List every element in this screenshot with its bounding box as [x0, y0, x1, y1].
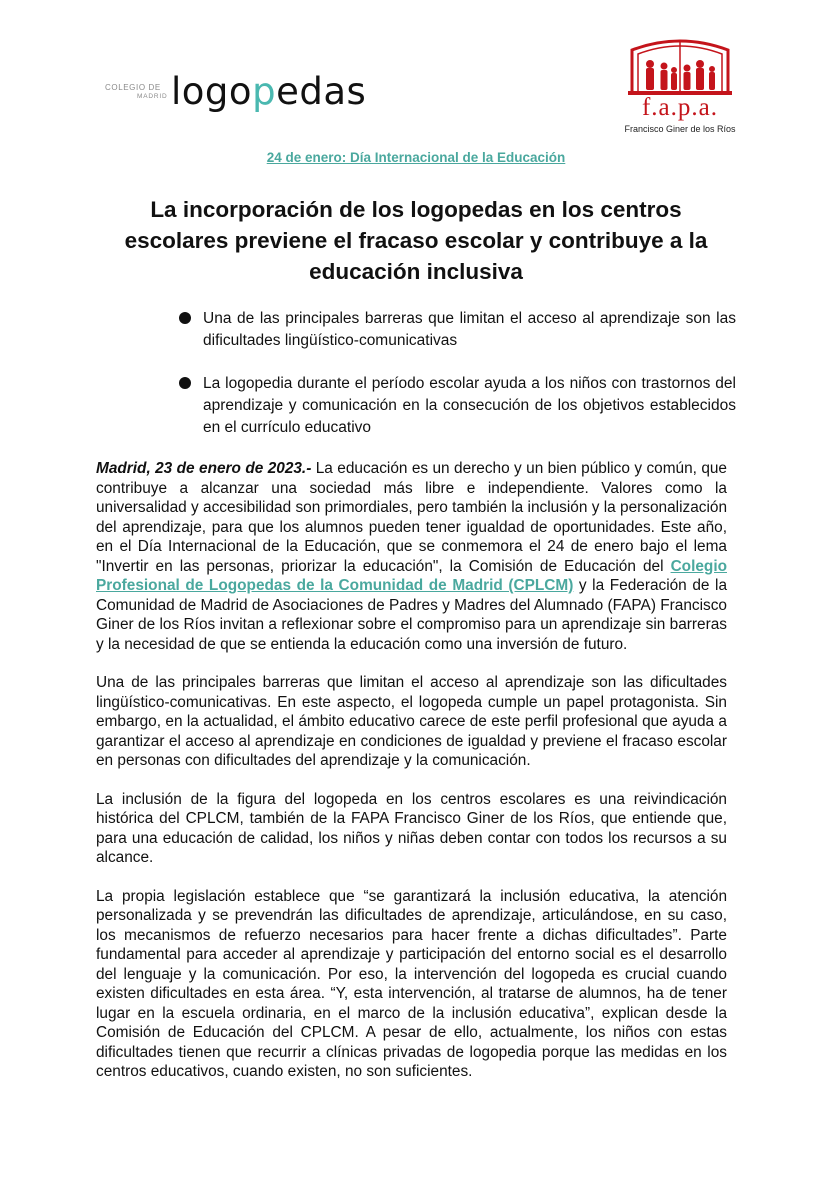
- body-paragraph-2: Una de las principales barreras que limitan el acceso al aprendizaje son las dificultades lingüístico-comunicativas. En este aspecto, el logopeda cumple un papel protagonista. Sin embargo, en la actualidad, el ámbito educativo carece de este perfil profesional que ayuda a garantizar el acceso al aprendizaje en condiciones de igualdad y previene el fracaso escolar en personas con dificultades del aprendizaje y la comunicación.: [96, 674, 727, 769]
- highlights-list: [176, 308, 736, 460]
- cplcm-logo: [105, 70, 367, 118]
- body-paragraph-1: [96, 459, 727, 654]
- bullet-dot-icon: [179, 312, 191, 324]
- dateline: Madrid, 23 de enero de 2023.-: [96, 460, 312, 477]
- occasion-text: 24 de enero: Día Internacional de la Educación: [266, 150, 566, 165]
- p1-text-before-link: La educación es un derecho y un bien público y común, que contribuye a alcanzar una sociedad más libre e independiente. Valores como la universalidad y accesibilidad son primordiales, pero también la inclusión y la personalización del aprendizaje, para que los alumnos pueden tener igualdad de oportunidades. Este año, en el Día Internacional de la Educación, que se conmemora el 24 de enero bajo el lema "Invertir en las personas, priorizar la educación", la Comisión de Educación del: [96, 460, 727, 575]
- logo-colegio-label: COLEGIO DE: [105, 83, 161, 92]
- cplcm-link[interactable]: Colegio Profesional de Logopedas de la Comunidad de Madrid (CPLCM): [96, 557, 727, 594]
- logo-madrid-label: MADRID: [137, 93, 168, 100]
- highlight-item: [176, 373, 736, 439]
- fapa-subtitle: Francisco Giner de los Ríos: [624, 124, 736, 134]
- logo-wordmark: logopedas: [171, 70, 367, 113]
- highlight-item: [176, 308, 736, 352]
- fapa-name: f.a.p.a.: [641, 94, 719, 121]
- press-release-headline: La incorporación de los logopedas en los centros escolares previene el fracaso escolar y contribuye a la educación inclusiva: [124, 197, 708, 284]
- highlight-text: Una de las principales barreras que limitan el acceso al aprendizaje son las dificultades lingüístico-comunicativas: [203, 310, 736, 349]
- fapa-emblem-icon: [612, 36, 748, 96]
- p1-text-after-link: y la Federación de la Comunidad de Madrid de Asociaciones de Padres y Madres del Alumnado (FAPA) Francisco Giner de los Ríos invitan a reflexionar sobre el compromiso para un aprendizaje sin barreras y la necesidad de que se entienda la educación como una inversión de futuro.: [96, 577, 727, 653]
- body-paragraph-4: La propia legislación establece que “se garantizará la inclusión educativa, la atención personalizada y se prevendrán las dificultades de aprendizaje, articulándose, en su caso, los mecanismos de refuerzo necesarios para hacer frente a dichas dificultades”. Parte fundamental para acceder al aprendizaje y participación del entorno social es el desarrollo del lenguaje y la comunicación. Por eso, la intervención del logopeda es crucial cuando existen dificultades en esta área. “Y, esta intervención, al tratarse de alumnos, ha de tener lugar en la escuela ordinaria, en el marco de la inclusión educativa”, explican desde la Comisión de Educación del CPLCM. A pesar de ello, actualmente, los niños con estas dificultades tienen que recurrir a clínicas privadas de logopedia porque las medidas en los centros educativos, cuando existen, no son suficientes.: [96, 887, 727, 1080]
- fapa-logo: [612, 36, 748, 136]
- body-paragraph-3: La inclusión de la figura del logopeda en los centros escolares es una reivindicación histórica del CPLCM, también de la FAPA Francisco Giner de los Ríos, que entiende que, para una educación de calidad, los niños y niñas deben contar con todos los recursos a su alcance.: [96, 790, 727, 866]
- occasion-line: [0, 150, 832, 165]
- highlight-text: La logopedia durante el período escolar ayuda a los niños con trastornos del aprendizaje y comunicación en la consecución de los objetivos establecidos en el currículo educativo: [203, 375, 736, 436]
- bullet-dot-icon: [179, 377, 191, 389]
- article-body: [96, 459, 727, 1101]
